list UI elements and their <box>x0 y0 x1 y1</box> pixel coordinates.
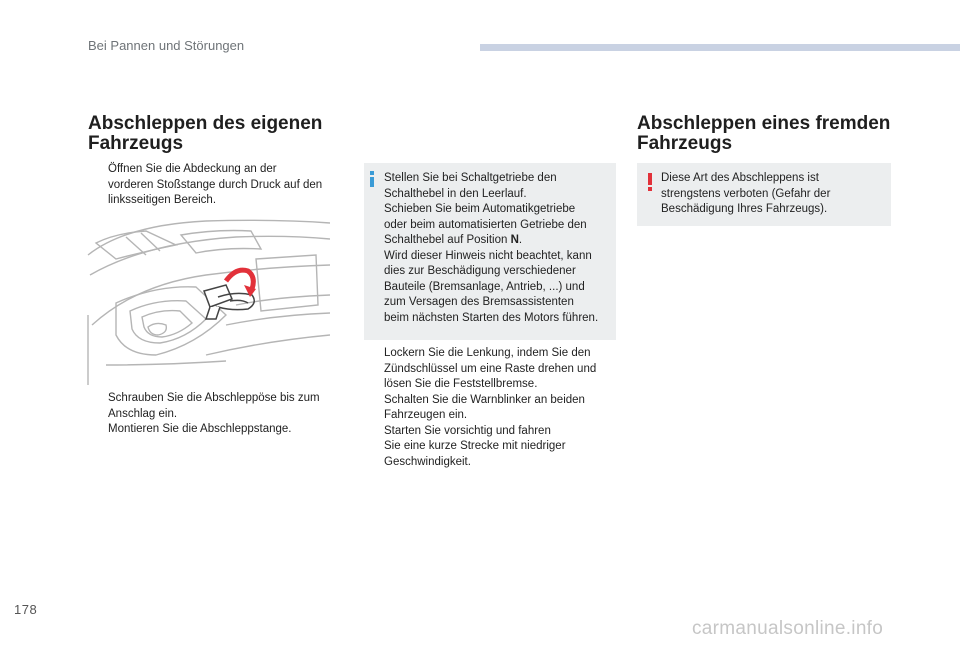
watermark: carmanualsonline.info <box>692 618 884 639</box>
info-note-text <box>384 171 612 326</box>
info-icon <box>370 171 374 187</box>
step-line: vorderen Stoßstange durch Druck auf den <box>108 178 323 191</box>
title-line: Fahrzeugs <box>88 133 184 154</box>
step-line: lösen Sie die Feststellbremse. <box>384 378 538 390</box>
step-line: Geschwindigkeit. <box>384 455 471 468</box>
step-line: Schrauben Sie die Abschleppöse bis zum <box>108 392 320 404</box>
title-line: Abschleppen des eigenen <box>88 113 323 134</box>
list-item <box>88 422 348 438</box>
title-other-vehicle <box>637 114 917 154</box>
step-line: Zündschlüssel um eine Raste drehen und <box>384 362 597 375</box>
warning-note-box <box>637 163 891 226</box>
info-note-box <box>364 163 616 340</box>
list-item <box>88 391 348 422</box>
list-item <box>88 162 348 209</box>
warning-note-text <box>661 171 883 218</box>
info-line: dies zur Beschädigung verschiedener <box>384 265 576 277</box>
warning-line: Diese Art des Abschleppens ist <box>661 172 819 184</box>
info-line: Schalthebel in den Leerlauf. <box>384 187 527 200</box>
info-line: Stellen Sie bei Schaltgetriebe den <box>384 172 557 184</box>
info-line: zum Versagen des Bremsassistenten <box>384 296 574 308</box>
warning-line: strengstens verboten (Gefahr der <box>661 187 831 200</box>
warning-line: Beschädigung Ihres Fahrzeugs). <box>661 203 828 215</box>
info-line-prefix: Schalthebel auf Position <box>384 234 511 246</box>
step-line: Starten Sie vorsichtig und fahren <box>384 424 551 437</box>
step-line: Fahrzeugen ein. <box>384 409 468 421</box>
steps-middle <box>364 346 616 470</box>
step-line: linksseitigen Bereich. <box>108 194 217 206</box>
info-line: beim nächsten Starten des Motors führen. <box>384 311 599 324</box>
step-line: Anschlag ein. <box>108 407 178 420</box>
list-item <box>364 424 616 471</box>
step-line: Sie eine kurze Strecke mit niedriger <box>384 440 566 452</box>
info-line: Schieben Sie beim Automatikgetriebe <box>384 203 576 215</box>
info-line <box>384 233 612 249</box>
title-line: Fahrzeugs <box>637 133 733 154</box>
car-front-towing-eye-illustration <box>86 215 330 385</box>
step-line: Schalten Sie die Warnblinker an beiden <box>384 393 585 406</box>
title-own-vehicle <box>88 114 348 154</box>
gear-position-n: N <box>510 234 519 246</box>
info-line: Wird dieser Hinweis nicht beachtet, kann <box>384 249 592 262</box>
header-section-title: Bei Pannen und Störungen <box>88 38 245 53</box>
steps-left-bottom <box>88 391 348 438</box>
page-number: 178 <box>14 602 38 617</box>
info-line-suffix: . <box>518 234 523 246</box>
list-item <box>364 393 616 424</box>
steps-left-top <box>88 162 348 209</box>
warning-exclamation-icon <box>648 173 652 191</box>
step-line: Öffnen Sie die Abdeckung an der <box>108 163 277 175</box>
step-line: Montieren Sie die Abschleppstange. <box>108 423 292 435</box>
title-line: Abschleppen eines fremden <box>637 113 891 134</box>
info-line: Bauteile (Bremsanlage, Antrieb, ...) und <box>384 280 585 293</box>
list-item <box>364 346 616 393</box>
step-line: Lockern Sie die Lenkung, indem Sie den <box>384 347 591 359</box>
header-bar <box>480 44 960 51</box>
info-line: oder beim automatisierten Getriebe den <box>384 218 587 231</box>
